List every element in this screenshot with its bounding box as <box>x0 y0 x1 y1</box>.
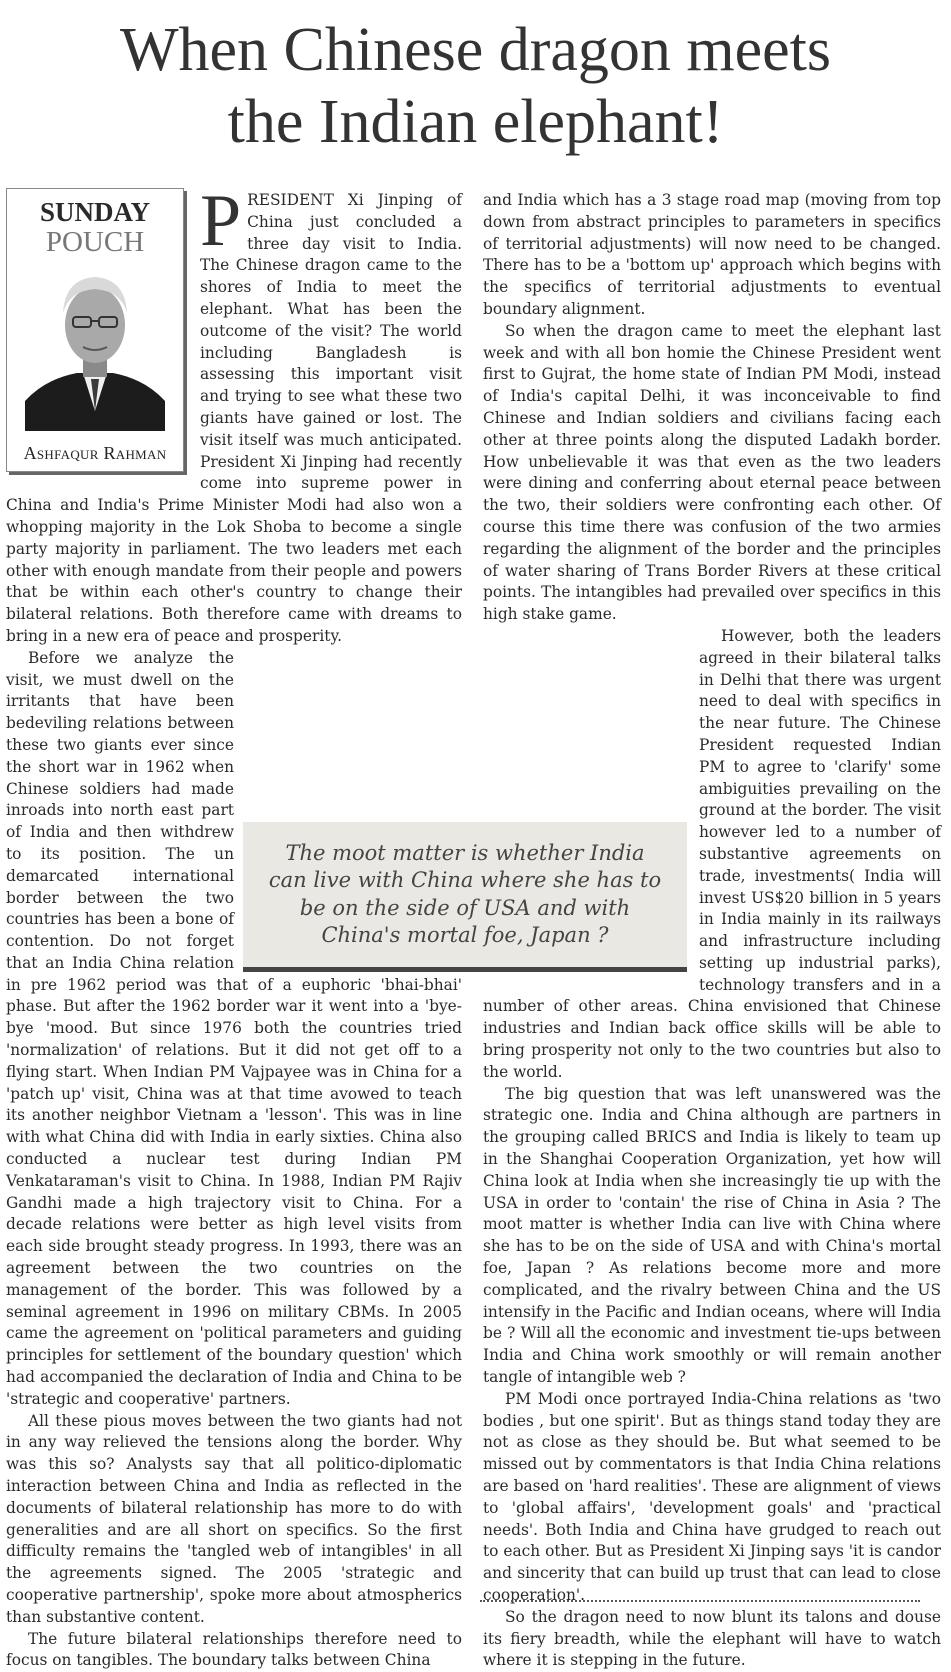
article-paragraph: All these pious moves between the two giants had not in any way relieved the tensions along the border. Why was this so? Analysts say that all politico-diplomatic interaction between China and India as reflected in the documents of bilateral relationship has more to do with generalities and are all short on specifics. So the first difficulty remains the 'tangled web of intangibles' in all the agreements signed. The 2005 'strategic and cooperative partnership', spoke more about atmospherics than substantive content. <box>6 1411 462 1626</box>
article-paragraph <box>6 648 462 1411</box>
drop-cap: P <box>200 180 242 262</box>
author-photo <box>25 261 165 431</box>
pull-quote: The moot matter is whether India can live with China where she has to be on the side of USA and with China's mortal foe, Japan ? <box>243 822 687 972</box>
headline <box>0 14 951 158</box>
article-paragraph: The big question that was left unanswered was the strategic one. India and China although are partners in the grouping called BRICS and India is likely to team up in the Shanghai Cooperation Organization, yet how will China look at India when she increasingly tie up with the USA in order to 'contain' the rise of China in Asia ? The moot matter is whether India can live with China where she has to be on the side of USA and with China's mortal foe, Japan ? As relations become more and more complicated, and the rivalry between China and the US intensify in the Pacific and Indian oceans, where will India be ? Will all the economic and investment tie-ups between India and China work smoothly or will remain another tangle of intangible web ? <box>483 1084 941 1387</box>
article-paragraph: So the dragon need to now blunt its talons and douse its fiery breadth, while the elephant will have to watch where it is stepping in the future. <box>483 1607 941 1670</box>
byline-box <box>6 188 184 472</box>
column-name-pouch: POUCH <box>45 226 145 258</box>
article-paragraph: PM Modi once portrayed India-China relations as 'two bodies , but one spirit'. But as things stand today they are not as close as they should be. But what seemed to be missed out by commentators is that India China relations are based on 'hard realities'. These are alignment of views to 'global affairs', 'development goals' and 'practical needs'. Both India and China have grudged to reach out to each other. But as President Xi Jinping says 'it is candor and sincerity that can build up trust that can lead to close cooperation'. <box>483 1389 941 1604</box>
article-paragraph-text: Before we analyze the visit, we must dwell on the irritants that have been bedeviling relations between these two giants ever since the short war in 1962 when Chinese soldiers had made inroads into north east part of India and then withdrew to its position. The un demarcated international border between the two countries has been a bone of contention. Do not forget that an India China relation in pre 1962 period was that of a euphoric 'bhai-bhai' phase. But after the 1962 border war it went into a 'bye-bye 'mood. But since 1976 both the countries tried 'normalization' of relations. But it did not get off to a flying start. When Indian PM Vajpayee was in China for a 'patch up' visit, China was at that time avowed to teach its another neighbor Vietnam a 'lesson'. This was in line with what China did with India in early sixties. China also conducted a nuclear test during Indian PM Venkataraman's visit to China. In 1988, Indian PM Rajiv Gandhi made a high trajectory visit to China. For a decade relations were better as high level visits from each side brought steady progress. In 1993, there was an agreement between the two countries on the management of the border. This was followed by a seminal agreement in 1996 on military CBMs. In 2005 came the agreement on 'political parameters and guiding principles for settlement of the boundary question' which had accompanied the declaration of India and China to be 'strategic and cooperative' partners. <box>6 648 462 1408</box>
headline-line-2: the Indian elephant! <box>227 88 724 156</box>
article-paragraph-text: However, both the leaders agreed in their bilateral talks in Delhi that there was urgent need to deal with specifics in the near future. The Chinese President requested Indian PM to agree to 'clarify' some ambiguities prevailing on the ground at the border. The visit however led to a number of substantive agreements on trade, investments( India will invest US$20 billion in 5 years in India mainly in its railways and infrastructure including setting up industrial parks), technology transfers and in a number of other areas. China envisioned that Chinese industries and Indian back office skills will be able to bring prosperity not only to the two countries but also to the world. <box>483 626 941 1081</box>
article-paragraph: and India which has a 3 stage road map (moving from top down from abstract principles to parameters in specifics of territorial adjustments) will now need to be changed. There has to be a 'bottom up' approach which begins with the specifics of territorial adjustments to eventual boundary alignment. <box>483 191 941 318</box>
author-name: Ashfaqur Rahman <box>23 443 167 464</box>
column-name-sunday: SUNDAY <box>39 197 151 227</box>
article-paragraph: The future bilateral relationships therefore need to focus on tangibles. The boundary talks between China <box>6 1629 462 1670</box>
article-paragraph: RESIDENT Xi Jinping of China just concluded a three day visit to India. The Chinese dragon came to the shores of India to meet the elephant. What has been the outcome of the visit? The world including Bangladesh is assessing this important visit and trying to see what these two giants have gained or lost. The visit itself was much anticipated. President Xi Jinping had recently come into supreme power in China and India's Prime Minister Modi had also won a whopping majority in the Lok Shoba to become a single party majority in parliament. The two leaders met each other with enough mandate from their people and powers that be within each other's country to change their bilateral relations. Both therefore came with dreams to bring in a new era of peace and prosperity. <box>6 191 462 645</box>
dotted-divider <box>480 1600 920 1602</box>
headline-line-1: When Chinese dragon meets <box>119 16 832 84</box>
article-paragraph: So when the dragon came to meet the elephant last week and with all bon homie the Chinese President went first to Gujrat, the home state of Indian PM Modi, instead of India's capital Delhi, it was inconceivable to find Chinese and Indian soldiers and civilians facing each other at three points along the disputed Ladakh border. How unbelievable it was that even as the two leaders were dining and conferring about eternal peace between the two, their soldiers were confronting each other. Of course this time there was confusion of the two armies regarding the alignment of the border and the principles of water sharing of Trans Border Rivers at these critical points. The intangibles had prevailed over specifics in this high stake game. <box>483 321 941 624</box>
